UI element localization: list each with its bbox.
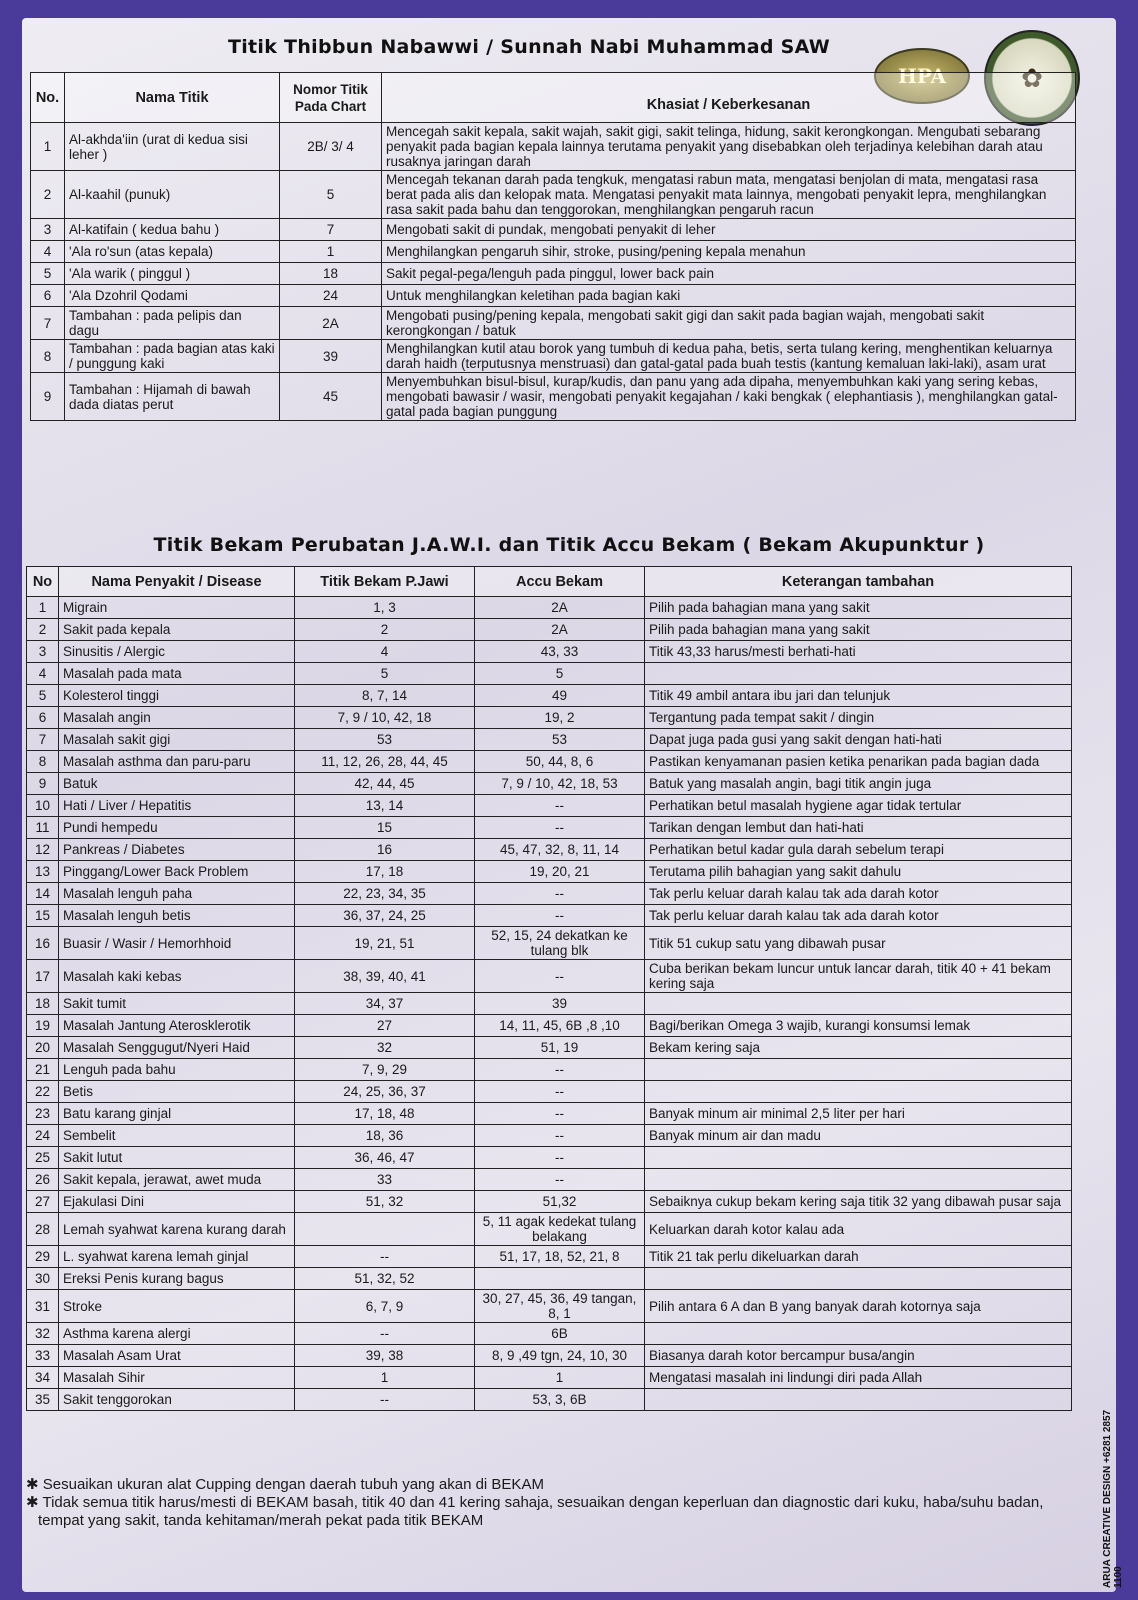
- table-row: [27, 729, 1072, 751]
- cell-no: 6: [27, 707, 59, 729]
- header-nama-penyakit: Nama Penyakit / Disease: [59, 567, 295, 597]
- table-row: [27, 993, 1072, 1015]
- cell-titik-jawi: 51, 32, 52: [295, 1268, 475, 1290]
- cell-no: 16: [27, 927, 59, 960]
- cell-nomor: 18: [280, 263, 382, 285]
- cell-accu-bekam: 7, 9 / 10, 42, 18, 53: [475, 773, 645, 795]
- table-row: [27, 1323, 1072, 1345]
- cell-nama-penyakit: Batu karang ginjal: [59, 1103, 295, 1125]
- cell-no: 3: [27, 641, 59, 663]
- cell-nama-penyakit: Sakit lutut: [59, 1147, 295, 1169]
- table-row: [27, 1015, 1072, 1037]
- table-row: [31, 307, 1076, 340]
- cell-no: 33: [27, 1345, 59, 1367]
- cell-nama-penyakit: Batuk: [59, 773, 295, 795]
- cell-keterangan: [645, 663, 1072, 685]
- cell-keterangan: [645, 993, 1072, 1015]
- cell-titik-jawi: --: [295, 1323, 475, 1345]
- cell-no: 4: [27, 663, 59, 685]
- cell-accu-bekam: 2A: [475, 619, 645, 641]
- cell-khasiat: Mencegah tekanan darah pada tengkuk, mengatasi rabun mata, mengatasi benjolan di mata, mengatasi rasa berat pada alis dan kelopak mata. Mengatasi penyakit mata lainnya, mengobati penyakit lepra, menghilangkan rasa sakit pada bahu dan tenggorokan, menghilangkan pengaruh racun: [382, 171, 1076, 219]
- cell-nama-penyakit: Hati / Liver / Hepatitis: [59, 795, 295, 817]
- cell-no: 1: [27, 597, 59, 619]
- cell-titik-jawi: 53: [295, 729, 475, 751]
- cell-no: 14: [27, 883, 59, 905]
- table-row: [31, 219, 1076, 241]
- cell-keterangan: [645, 1268, 1072, 1290]
- cell-keterangan: Bagi/berikan Omega 3 wajib, kurangi konsumsi lemak: [645, 1015, 1072, 1037]
- table-row: [27, 1037, 1072, 1059]
- cell-titik-jawi: 17, 18, 48: [295, 1103, 475, 1125]
- cell-no: 23: [27, 1103, 59, 1125]
- cell-titik-jawi: 27: [295, 1015, 475, 1037]
- table-row: [27, 1147, 1072, 1169]
- cell-titik-jawi: 11, 12, 26, 28, 44, 45: [295, 751, 475, 773]
- table-header-row: [27, 567, 1072, 597]
- table-row: [27, 1103, 1072, 1125]
- cell-keterangan: [645, 1323, 1072, 1345]
- cell-keterangan: Titik 51 cukup satu yang dibawah pusar: [645, 927, 1072, 960]
- cell-nama: 'Ala warik ( pinggul ): [65, 263, 280, 285]
- cell-khasiat: Mengobati pusing/pening kepala, mengobati sakit gigi dan sakit pada bagian wajah, mengobati sakit kerongkongan / batuk: [382, 307, 1076, 340]
- header-nama-titik: Nama Titik: [65, 73, 280, 123]
- cell-nomor: 7: [280, 219, 382, 241]
- table-row: [27, 1081, 1072, 1103]
- table-row: [27, 1169, 1072, 1191]
- cell-no: 31: [27, 1290, 59, 1323]
- cell-nama: Tambahan : pada pelipis dan dagu: [65, 307, 280, 340]
- cell-keterangan: Banyak minum air minimal 2,5 liter per hari: [645, 1103, 1072, 1125]
- table-row: [27, 905, 1072, 927]
- table-row: [27, 817, 1072, 839]
- cell-accu-bekam: 1: [475, 1367, 645, 1389]
- cell-keterangan: Pilih antara 6 A dan B yang banyak darah kotornya saja: [645, 1290, 1072, 1323]
- cell-accu-bekam: --: [475, 1059, 645, 1081]
- cell-titik-jawi: 42, 44, 45: [295, 773, 475, 795]
- bekam-table: [26, 566, 1072, 1411]
- cell-titik-jawi: 13, 14: [295, 795, 475, 817]
- cell-titik-jawi: 22, 23, 34, 35: [295, 883, 475, 905]
- cell-no: 3: [31, 219, 65, 241]
- document-sheet: [22, 18, 1124, 1592]
- cell-nama: 'Ala ro'sun (atas kepala): [65, 241, 280, 263]
- cell-keterangan: Tak perlu keluar darah kalau tak ada darah kotor: [645, 883, 1072, 905]
- cell-no: 13: [27, 861, 59, 883]
- section2-title: Titik Bekam Perubatan J.A.W.I. dan Titik Accu Bekam ( Bekam Akupunktur ): [153, 534, 985, 556]
- cell-titik-jawi: 4: [295, 641, 475, 663]
- cell-no: 17: [27, 960, 59, 993]
- cell-nama-penyakit: Sinusitis / Alergic: [59, 641, 295, 663]
- header-accu-bekam: Accu Bekam: [475, 567, 645, 597]
- cell-no: 34: [27, 1367, 59, 1389]
- cell-no: 12: [27, 839, 59, 861]
- table-row: [31, 373, 1076, 421]
- cell-keterangan: Tergantung pada tempat sakit / dingin: [645, 707, 1072, 729]
- cell-nama: Al-katifain ( kedua bahu ): [65, 219, 280, 241]
- cell-accu-bekam: 43, 33: [475, 641, 645, 663]
- cell-nama-penyakit: Asthma karena alergi: [59, 1323, 295, 1345]
- cell-no: 32: [27, 1323, 59, 1345]
- cell-no: 10: [27, 795, 59, 817]
- cell-accu-bekam: --: [475, 1169, 645, 1191]
- cell-accu-bekam: 5: [475, 663, 645, 685]
- cell-accu-bekam: 52, 15, 24 dekatkan ke tulang blk: [475, 927, 645, 960]
- footnote-item: ✱ Tidak semua titik harus/mesti di BEKAM basah, titik 40 dan 41 kering sahaja, sesuaikan dengan keperluan dan diagnostic dari kuku, haba/suhu badan, tempat yang sakit, tanda kehitaman/merah pekat pada titik BEKAM: [26, 1494, 1044, 1529]
- cell-nama-penyakit: Sakit tenggorokan: [59, 1389, 295, 1411]
- cell-accu-bekam: 5, 11 agak kedekat tulang belakang: [475, 1213, 645, 1246]
- cell-titik-jawi: 1, 3: [295, 597, 475, 619]
- cell-keterangan: Keluarkan darah kotor kalau ada: [645, 1213, 1072, 1246]
- cell-keterangan: [645, 1147, 1072, 1169]
- cell-nama: Tambahan : pada bagian atas kaki / punggung kaki: [65, 340, 280, 373]
- cell-titik-jawi: 7, 9 / 10, 42, 18: [295, 707, 475, 729]
- cell-titik-jawi: 36, 46, 47: [295, 1147, 475, 1169]
- cell-titik-jawi: 7, 9, 29: [295, 1059, 475, 1081]
- cell-accu-bekam: 30, 27, 45, 36, 49 tangan, 8, 1: [475, 1290, 645, 1323]
- cell-keterangan: [645, 1059, 1072, 1081]
- institution-seal-logo: ✿: [984, 30, 1080, 126]
- cell-keterangan: Terutama pilih bahagian yang sakit dahulu: [645, 861, 1072, 883]
- table-row: [27, 619, 1072, 641]
- cell-nama-penyakit: Lemah syahwat karena kurang darah: [59, 1213, 295, 1246]
- section1-title: Titik Thibbun Nabawwi / Sunnah Nabi Muhammad SAW: [227, 36, 831, 58]
- cell-accu-bekam: --: [475, 795, 645, 817]
- cell-nama: Al-kaahil (punuk): [65, 171, 280, 219]
- cell-titik-jawi: 33: [295, 1169, 475, 1191]
- cell-no: 9: [27, 773, 59, 795]
- cell-keterangan: Biasanya darah kotor bercampur busa/angin: [645, 1345, 1072, 1367]
- table-header-row: [31, 73, 1076, 123]
- cell-keterangan: Titik 49 ambil antara ibu jari dan telunjuk: [645, 685, 1072, 707]
- cell-no: 30: [27, 1268, 59, 1290]
- cell-nama-penyakit: Pundi hempedu: [59, 817, 295, 839]
- table-row: [27, 927, 1072, 960]
- cell-keterangan: Pilih pada bahagian mana yang sakit: [645, 619, 1072, 641]
- table-row: [27, 883, 1072, 905]
- cell-titik-jawi: 36, 37, 24, 25: [295, 905, 475, 927]
- cell-titik-jawi: 6, 7, 9: [295, 1290, 475, 1323]
- cell-nomor: 45: [280, 373, 382, 421]
- cell-no: 22: [27, 1081, 59, 1103]
- cell-titik-jawi: 15: [295, 817, 475, 839]
- header-khasiat: Khasiat / Keberkesanan: [382, 73, 1076, 123]
- header-nomor-titik: Nomor Titik Pada Chart: [280, 73, 382, 123]
- cell-titik-jawi: 1: [295, 1367, 475, 1389]
- cell-no: 21: [27, 1059, 59, 1081]
- cell-keterangan: Dapat juga pada gusi yang sakit dengan hati-hati: [645, 729, 1072, 751]
- cell-titik-jawi: 34, 37: [295, 993, 475, 1015]
- header-titik-jawi: Titik Bekam P.Jawi: [295, 567, 475, 597]
- table-row: [27, 773, 1072, 795]
- cell-nama-penyakit: Masalah Senggugut/Nyeri Haid: [59, 1037, 295, 1059]
- cell-nomor: 39: [280, 340, 382, 373]
- header-no: No: [27, 567, 59, 597]
- cell-no: 19: [27, 1015, 59, 1037]
- cell-accu-bekam: --: [475, 817, 645, 839]
- cell-nama-penyakit: Sakit tumit: [59, 993, 295, 1015]
- cell-keterangan: Tarikan dengan lembut dan hati-hati: [645, 817, 1072, 839]
- cell-keterangan: Titik 43,33 harus/mesti berhati-hati: [645, 641, 1072, 663]
- cell-keterangan: Tak perlu keluar darah kalau tak ada darah kotor: [645, 905, 1072, 927]
- cell-keterangan: Sebaiknya cukup bekam kering saja titik 32 yang dibawah pusar saja: [645, 1191, 1072, 1213]
- footnote-text: Sesuaikan ukuran alat Cupping dengan daerah tubuh yang akan di BEKAM: [42, 1476, 544, 1493]
- cell-no: 1: [31, 123, 65, 171]
- cell-nama-penyakit: Stroke: [59, 1290, 295, 1323]
- cell-titik-jawi: 5: [295, 663, 475, 685]
- header-keterangan: Keterangan tambahan: [645, 567, 1072, 597]
- cell-accu-bekam: 8, 9 ,49 tgn, 24, 10, 30: [475, 1345, 645, 1367]
- cell-nama-penyakit: Ejakulasi Dini: [59, 1191, 295, 1213]
- cell-no: 4: [31, 241, 65, 263]
- header-no: No.: [31, 73, 65, 123]
- cell-titik-jawi: 39, 38: [295, 1345, 475, 1367]
- table-row: [27, 795, 1072, 817]
- cell-nama-penyakit: Masalah pada mata: [59, 663, 295, 685]
- table-row: [27, 1213, 1072, 1246]
- cell-keterangan: Perhatikan betul kadar gula darah sebelum terapi: [645, 839, 1072, 861]
- cell-no: 5: [31, 263, 65, 285]
- cell-nama-penyakit: Kolesterol tinggi: [59, 685, 295, 707]
- table-row: [27, 1125, 1072, 1147]
- table-row: [27, 1246, 1072, 1268]
- cell-titik-jawi: --: [295, 1246, 475, 1268]
- cell-no: 2: [31, 171, 65, 219]
- cell-nama-penyakit: Masalah angin: [59, 707, 295, 729]
- cell-khasiat: Untuk menghilangkan keletihan pada bagian kaki: [382, 285, 1076, 307]
- cell-no: 8: [27, 751, 59, 773]
- cell-nama-penyakit: Masalah kaki kebas: [59, 960, 295, 993]
- cell-keterangan: Pilih pada bahagian mana yang sakit: [645, 597, 1072, 619]
- cell-nama-penyakit: Betis: [59, 1081, 295, 1103]
- cell-nama-penyakit: Masalah Asam Urat: [59, 1345, 295, 1367]
- cell-titik-jawi: 18, 36: [295, 1125, 475, 1147]
- cell-nama: 'Ala Dzohril Qodami: [65, 285, 280, 307]
- table-row: [27, 641, 1072, 663]
- table-row: [27, 1345, 1072, 1367]
- cell-accu-bekam: --: [475, 1147, 645, 1169]
- cell-titik-jawi: [295, 1213, 475, 1246]
- hpa-logo: HPA: [874, 48, 970, 104]
- cell-accu-bekam: --: [475, 905, 645, 927]
- footnote-text: Tidak semua titik harus/mesti di BEKAM basah, titik 40 dan 41 kering sahaja, sesuaikan dengan keperluan dan diagnostic dari kuku, haba/suhu badan, tempat yang sakit, tanda kehitaman/merah pekat pada titik BEKAM: [38, 1494, 1044, 1529]
- cell-nama-penyakit: Masalah lenguh paha: [59, 883, 295, 905]
- table-row: [31, 340, 1076, 373]
- cell-accu-bekam: 19, 20, 21: [475, 861, 645, 883]
- cell-no: 28: [27, 1213, 59, 1246]
- footnote-item: ✱ Sesuaikan ukuran alat Cupping dengan daerah tubuh yang akan di BEKAM: [26, 1476, 544, 1493]
- cell-accu-bekam: --: [475, 1125, 645, 1147]
- cell-keterangan: Banyak minum air dan madu: [645, 1125, 1072, 1147]
- cell-khasiat: Menghilangkan pengaruh sihir, stroke, pusing/pening kepala menahun: [382, 241, 1076, 263]
- cell-no: 6: [31, 285, 65, 307]
- table-row: [31, 285, 1076, 307]
- table-row: [27, 1389, 1072, 1411]
- cell-titik-jawi: 38, 39, 40, 41: [295, 960, 475, 993]
- table-row: [27, 597, 1072, 619]
- cell-no: 18: [27, 993, 59, 1015]
- cell-nomor: 2A: [280, 307, 382, 340]
- cell-khasiat: Mencegah sakit kepala, sakit wajah, sakit gigi, sakit telinga, hidung, sakit kerongkongan. Mengubati sebarang penyakit pada bagian kepala lainnya terutama penyakit yang disebabkan oleh terjadinya kelebihan darah atau rusaknya jaringan darah: [382, 123, 1076, 171]
- cell-nama-penyakit: Pankreas / Diabetes: [59, 839, 295, 861]
- cell-accu-bekam: 51,32: [475, 1191, 645, 1213]
- cell-titik-jawi: 2: [295, 619, 475, 641]
- cell-accu-bekam: 51, 17, 18, 52, 21, 8: [475, 1246, 645, 1268]
- table-row: [27, 685, 1072, 707]
- cell-nama: Tambahan : Hijamah di bawah dada diatas perut: [65, 373, 280, 421]
- cell-khasiat: Menghilangkan kutil atau borok yang tumbuh di kedua paha, betis, serta tulang kering, menghentikan keluarnya darah haidh (terputusnya menstruasi) dan gatal-gatal pada buah testis (kantung kemaluan laki-laki), asam urat: [382, 340, 1076, 373]
- cell-nama-penyakit: Sakit pada kepala: [59, 619, 295, 641]
- cell-keterangan: Perhatikan betul masalah hygiene agar tidak tertular: [645, 795, 1072, 817]
- table-row: [27, 861, 1072, 883]
- table-row: [27, 960, 1072, 993]
- cell-keterangan: [645, 1169, 1072, 1191]
- cell-nama-penyakit: Masalah Jantung Aterosklerotik: [59, 1015, 295, 1037]
- cell-no: 9: [31, 373, 65, 421]
- cell-accu-bekam: 45, 47, 32, 8, 11, 14: [475, 839, 645, 861]
- cell-no: 5: [27, 685, 59, 707]
- cell-accu-bekam: 6B: [475, 1323, 645, 1345]
- cell-nama: Al-akhda'iin (urat di kedua sisi leher ): [65, 123, 280, 171]
- cell-no: 27: [27, 1191, 59, 1213]
- cell-accu-bekam: 53, 3, 6B: [475, 1389, 645, 1411]
- cell-titik-jawi: 8, 7, 14: [295, 685, 475, 707]
- table-row: [31, 171, 1076, 219]
- table-row: [27, 1268, 1072, 1290]
- cell-accu-bekam: --: [475, 960, 645, 993]
- cell-no: 25: [27, 1147, 59, 1169]
- cell-accu-bekam: 51, 19: [475, 1037, 645, 1059]
- cell-nomor: 2B/ 3/ 4: [280, 123, 382, 171]
- cell-keterangan: [645, 1081, 1072, 1103]
- cell-accu-bekam: --: [475, 883, 645, 905]
- cell-keterangan: Bekam kering saja: [645, 1037, 1072, 1059]
- cell-titik-jawi: 51, 32: [295, 1191, 475, 1213]
- cell-nomor: 24: [280, 285, 382, 307]
- cell-accu-bekam: [475, 1268, 645, 1290]
- cell-keterangan: Pastikan kenyamanan pasien ketika penarikan pada bagian dada: [645, 751, 1072, 773]
- table-row: [27, 1367, 1072, 1389]
- cell-accu-bekam: 2A: [475, 597, 645, 619]
- cell-khasiat: Sakit pegal-pega/lenguh pada pinggul, lower back pain: [382, 263, 1076, 285]
- table-row: [27, 707, 1072, 729]
- cell-nama-penyakit: Buasir / Wasir / Hemorhhoid: [59, 927, 295, 960]
- cell-nama-penyakit: Sakit kepala, jerawat, awet muda: [59, 1169, 295, 1191]
- cell-accu-bekam: 49: [475, 685, 645, 707]
- cell-no: 2: [27, 619, 59, 641]
- cell-keterangan: Batuk yang masalah angin, bagi titik angin juga: [645, 773, 1072, 795]
- cell-khasiat: Mengobati sakit di pundak, mengobati penyakit di leher: [382, 219, 1076, 241]
- cell-accu-bekam: 14, 11, 45, 6B ,8 ,10: [475, 1015, 645, 1037]
- footnotes: [26, 1476, 1046, 1530]
- cell-accu-bekam: 53: [475, 729, 645, 751]
- cell-titik-jawi: 19, 21, 51: [295, 927, 475, 960]
- cell-no: 7: [27, 729, 59, 751]
- cell-accu-bekam: 39: [475, 993, 645, 1015]
- cell-nomor: 1: [280, 241, 382, 263]
- cell-keterangan: Titik 21 tak perlu dikeluarkan darah: [645, 1246, 1072, 1268]
- table-row: [27, 1191, 1072, 1213]
- cell-khasiat: Menyembuhkan bisul-bisul, kurap/kudis, dan panu yang ada dipaha, menyembuhkan kaki yang sering kebas, mengobati bawasir / wasir, mengobati penyakit kegajahan / kaki bengkak ( elephantiasis ), menghilangkan gatal-gatal pada bagian punggung: [382, 373, 1076, 421]
- cell-nama-penyakit: Lenguh pada bahu: [59, 1059, 295, 1081]
- cell-no: 11: [27, 817, 59, 839]
- cell-nama-penyakit: Masalah Sihir: [59, 1367, 295, 1389]
- cell-titik-jawi: 24, 25, 36, 37: [295, 1081, 475, 1103]
- cell-no: 7: [31, 307, 65, 340]
- cell-titik-jawi: 17, 18: [295, 861, 475, 883]
- cell-no: 35: [27, 1389, 59, 1411]
- cell-no: 24: [27, 1125, 59, 1147]
- cell-nama-penyakit: L. syahwat karena lemah ginjal: [59, 1246, 295, 1268]
- cell-nama-penyakit: Ereksi Penis kurang bagus: [59, 1268, 295, 1290]
- table-row: [27, 839, 1072, 861]
- cell-keterangan: [645, 1389, 1072, 1411]
- table-row: [31, 263, 1076, 285]
- designer-credit: ARUA CREATIVE DESIGN +6281 2857 1100: [1102, 1409, 1124, 1588]
- cell-accu-bekam: --: [475, 1081, 645, 1103]
- cell-nomor: 5: [280, 171, 382, 219]
- cell-no: 20: [27, 1037, 59, 1059]
- thibbun-nabawwi-table: [30, 72, 1076, 421]
- cell-no: 15: [27, 905, 59, 927]
- cell-accu-bekam: 50, 44, 8, 6: [475, 751, 645, 773]
- cell-no: 29: [27, 1246, 59, 1268]
- table-row: [27, 1059, 1072, 1081]
- cell-accu-bekam: 19, 2: [475, 707, 645, 729]
- cell-nama-penyakit: Pinggang/Lower Back Problem: [59, 861, 295, 883]
- table-row: [31, 123, 1076, 171]
- cell-no: 26: [27, 1169, 59, 1191]
- table-row: [27, 1290, 1072, 1323]
- cell-titik-jawi: 32: [295, 1037, 475, 1059]
- cell-titik-jawi: --: [295, 1389, 475, 1411]
- cell-keterangan: Cuba berikan bekam luncur untuk lancar darah, titik 40 + 41 bekam kering saja: [645, 960, 1072, 993]
- cell-nama-penyakit: Migrain: [59, 597, 295, 619]
- cell-accu-bekam: --: [475, 1103, 645, 1125]
- cell-nama-penyakit: Sembelit: [59, 1125, 295, 1147]
- cell-nama-penyakit: Masalah asthma dan paru-paru: [59, 751, 295, 773]
- cell-nama-penyakit: Masalah lenguh betis: [59, 905, 295, 927]
- cell-no: 8: [31, 340, 65, 373]
- table-row: [31, 241, 1076, 263]
- cell-titik-jawi: 16: [295, 839, 475, 861]
- table-row: [27, 663, 1072, 685]
- table-row: [27, 751, 1072, 773]
- cell-keterangan: Mengatasi masalah ini lindungi diri pada Allah: [645, 1367, 1072, 1389]
- cell-nama-penyakit: Masalah sakit gigi: [59, 729, 295, 751]
